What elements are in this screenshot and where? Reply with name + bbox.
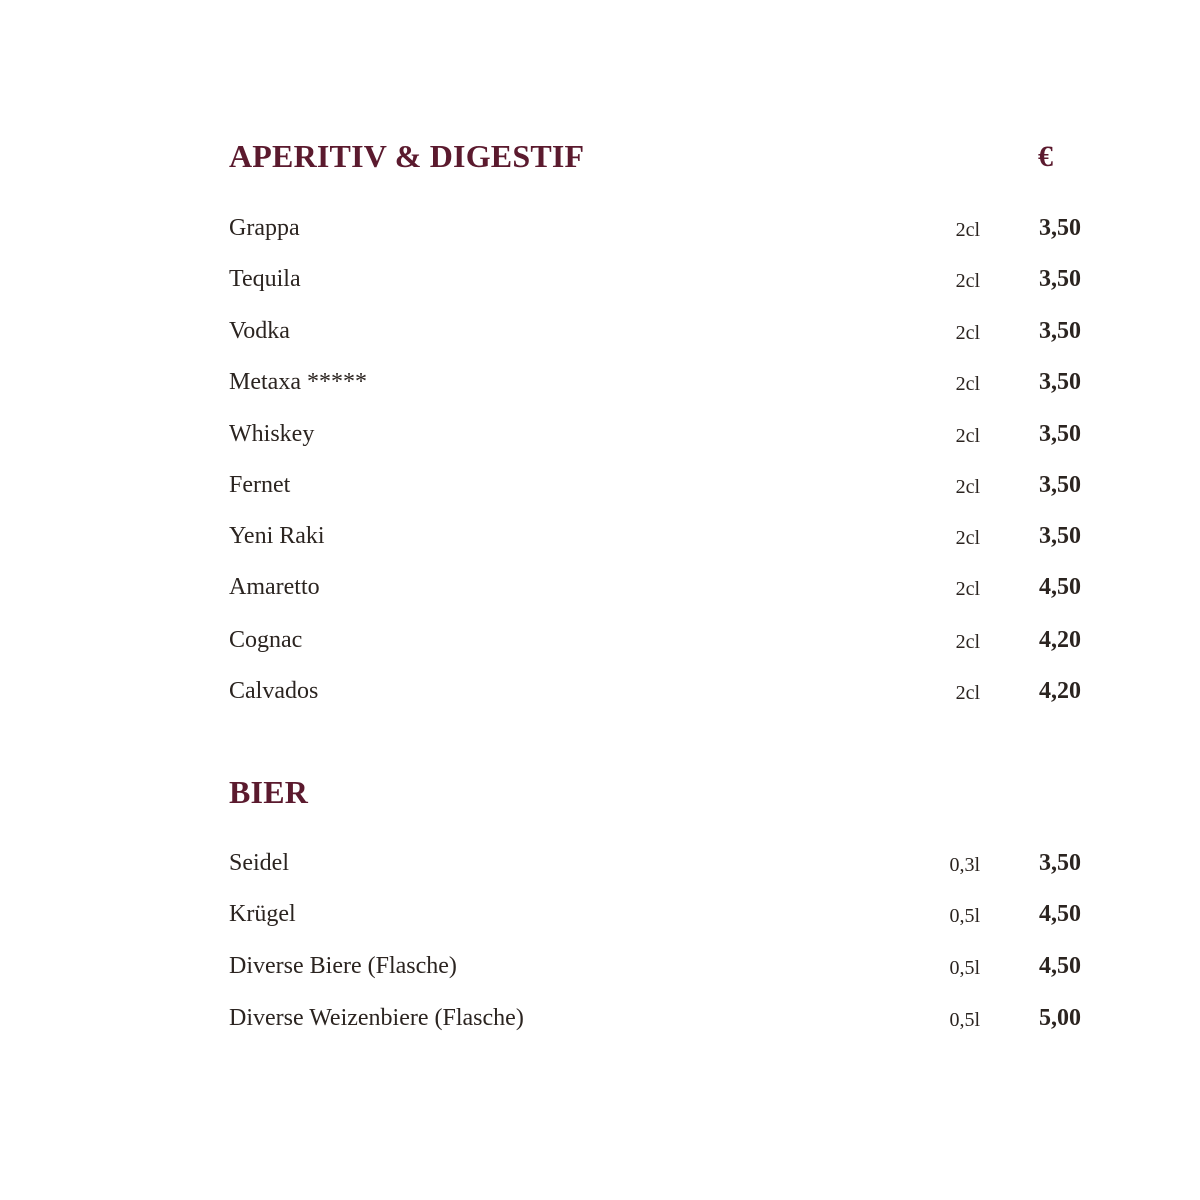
item-price: 3,50 <box>1039 266 1081 292</box>
currency-symbol: € <box>1038 140 1053 173</box>
item-size: 0,3l <box>949 854 980 876</box>
item-price: 3,50 <box>1039 318 1081 344</box>
menu-item-row <box>229 470 1081 500</box>
section-title-aperitif: APERITIV & DIGESTIF <box>229 138 585 174</box>
item-price: 4,20 <box>1039 627 1081 653</box>
item-size: 2cl <box>955 578 980 600</box>
item-name: Tequila <box>229 266 301 292</box>
menu-item-row <box>229 676 1081 706</box>
item-size: 2cl <box>955 219 980 241</box>
item-name: Calvados <box>229 678 319 704</box>
item-name: Diverse Weizenbiere (Flasche) <box>229 1005 524 1031</box>
item-size: 2cl <box>955 527 980 549</box>
item-name: Vodka <box>229 318 290 344</box>
item-size: 2cl <box>955 682 980 704</box>
menu-item-row <box>229 367 1081 397</box>
item-price: 3,50 <box>1039 369 1081 395</box>
item-price: 3,50 <box>1039 472 1081 498</box>
item-size: 2cl <box>955 631 980 653</box>
item-name: Fernet <box>229 472 291 498</box>
item-name: Cognac <box>229 627 303 653</box>
item-name: Whiskey <box>229 421 315 447</box>
item-name: Yeni Raki <box>229 523 325 549</box>
item-price: 3,50 <box>1039 523 1081 549</box>
item-price: 4,20 <box>1039 678 1081 704</box>
item-size: 2cl <box>955 425 980 447</box>
item-price: 3,50 <box>1039 421 1081 447</box>
menu-item-row <box>229 848 1081 878</box>
item-size: 2cl <box>955 373 980 395</box>
item-name: Seidel <box>229 850 289 876</box>
menu-item-row <box>229 316 1081 346</box>
menu-item-row <box>229 572 1081 602</box>
menu-item-row <box>229 899 1081 929</box>
menu-item-row <box>229 419 1081 449</box>
menu-item-row <box>229 213 1081 243</box>
menu-item-row <box>229 521 1081 551</box>
item-price: 3,50 <box>1039 215 1081 241</box>
item-size: 0,5l <box>949 1009 980 1031</box>
item-size: 0,5l <box>949 957 980 979</box>
item-price: 4,50 <box>1039 901 1081 927</box>
item-name: Krügel <box>229 901 296 927</box>
menu-item-row <box>229 625 1081 655</box>
item-price: 5,00 <box>1039 1005 1081 1031</box>
item-name: Diverse Biere (Flasche) <box>229 953 457 979</box>
item-name: Amaretto <box>229 574 320 600</box>
menu-item-row <box>229 1003 1081 1033</box>
section-title-bier: BIER <box>229 774 309 810</box>
item-price: 4,50 <box>1039 953 1081 979</box>
item-size: 2cl <box>955 322 980 344</box>
item-name: Metaxa ***** <box>229 369 367 395</box>
item-price: 3,50 <box>1039 850 1081 876</box>
item-price: 4,50 <box>1039 574 1081 600</box>
item-size: 0,5l <box>949 905 980 927</box>
menu-item-row <box>229 264 1081 294</box>
item-size: 2cl <box>955 270 980 292</box>
item-size: 2cl <box>955 476 980 498</box>
item-name: Grappa <box>229 215 300 241</box>
menu-item-row <box>229 951 1081 981</box>
